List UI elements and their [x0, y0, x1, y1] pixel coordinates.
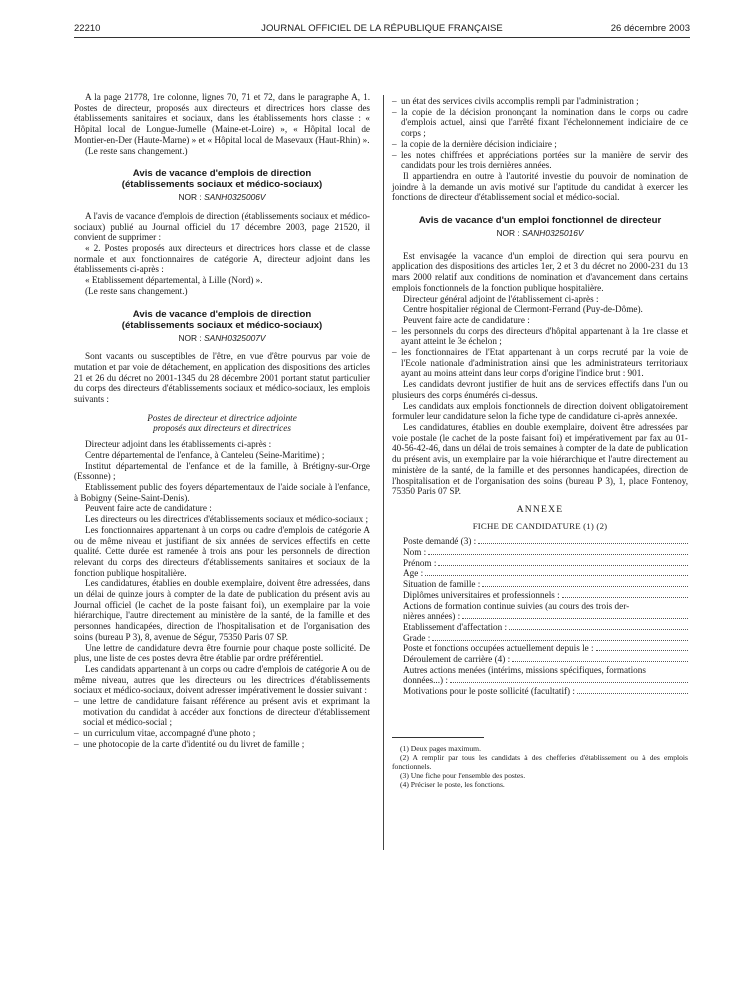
avis2-paragraph: Etablissement public des foyers départementaux de l'aide sociale à l'enfance, à Bobigny (Seine-Saint-Denis). [74, 481, 370, 503]
fiche-field-situation: Situation de famille : [392, 579, 688, 590]
left-column [74, 92, 370, 750]
list-item: – les personnels du corps des directeurs d'hôpital appartenant à la 1re classe et ayant atteint le 3e échelon ; [392, 326, 688, 347]
fiche-field-age: Age : [392, 568, 688, 579]
candidates-list [392, 326, 688, 380]
avis2-title: Avis de vacance d'emplois de direction (établissements sociaux et médico-sociaux) [121, 308, 323, 331]
fiche-field-grade: Grade : [392, 633, 688, 644]
fiche-field-autres: Autres actions menées (intérims, missions spécifiques, formations données...) : [392, 665, 688, 686]
footnote: (4) Préciser le poste, les fonctions. [400, 779, 505, 789]
fiche-field-prenom: Prénom : [392, 558, 688, 569]
fiche-field-actions: Actions de formation continue suivies (au cours des trois der- nières années) : [392, 601, 688, 622]
avis2-paragraph: Directeur adjoint dans les établissements ci-après : [85, 439, 272, 450]
footnote: (2) A remplir par tous les candidats à des chefferies d'établissement ou à des emplois fonctionnels. [392, 752, 688, 771]
intro-note: (Le reste sans changement.) [85, 145, 188, 156]
footnote: (3) Une fiche pour l'ensemble des postes. [400, 770, 526, 780]
list-item: – les notes chiffrées et appréciations portées sur la manière de servir des candidats pour les trois dernières années. [392, 150, 688, 171]
avis1-title: Avis de vacance d'emplois de direction (établissements sociaux et médico-sociaux) [121, 168, 323, 191]
fiche-field-poste: Poste demandé (3) : [392, 536, 688, 547]
page-number: 22210 [74, 23, 101, 34]
avis2-paragraph: Une lettre de candidature devra être fournie pour chaque poste sollicité. De plus, une liste de ces postes devra être établie par ordre préférentiel. [74, 642, 370, 664]
avis2-paragraph: Les candidatures, établies en double exemplaire, doivent être adressées, dans un délai de quinze jours à compter de la date de publication du présent avis au Journal officiel (le cachet de la poste faisant foi), un exemplaire par la voie hiérarchique, l'autre directement au ministère de la santé, de la famille et des personnes handicapées, direction de l'hospitalisation et de l'organisation des soins (bureau P 3), 8, avenue de Ségur, 75350 Paris 07 SP. [74, 578, 370, 642]
fiche-title: FICHE DE CANDIDATURE (1) (2) [472, 520, 608, 531]
list-item: – la copie de la dernière décision indiciaire ; [392, 139, 688, 150]
avis2-paragraph: Les directeurs ou les directrices d'établissements sociaux et médico-sociaux ; [85, 514, 369, 525]
list-item: – la copie de la décision prononçant la nomination dans le corps ou cadre d'emplois actuel, ainsi que l'arrêté fixant l'échelonnement indiciaire de ce corps ; [392, 107, 688, 139]
intro-paragraph: A la page 21778, 1re colonne, lignes 70, 71 et 72, dans le paragraphe A, 1. Postes de directeur, proposés aux directeurs et directrices hors classe des établissements sanitaires et sociaux, dans les établissements hors classe : « Hôpital local de Longue-Jumelle (Maine-et-Loire) », « Hôpital local de Montier-en-Der (Haute-Marne) » et « Hôpital local de Masevaux (Haut-Rhin) ». [74, 92, 370, 145]
avis3-paragraph: Directeur général adjoint de l'établissement ci-après : [403, 293, 599, 304]
avis3-nor: NOR : SANH0325016V [496, 228, 584, 239]
avis2-subhead: Postes de directeur et directrice adjointe proposés aux directeurs et directrices [147, 412, 297, 434]
list-item: – un état des services civils accomplis rempli par l'administration ; [392, 96, 688, 107]
fiche-field-etablissement: Etablissement d'affectation : [392, 622, 688, 633]
authority-paragraph: Il appartiendra en outre à l'autorité investie du pouvoir de nomination de joindre à la demande un avis motivé sur l'aptitude du candidat à exercer les fonctions de directeur d'établissement social et médico-social. [392, 170, 688, 203]
avis2-paragraph: Les candidats appartenant à un corps ou cadre d'emplois de catégorie A ou de même niveau, autres que les directeurs ou les directrices d'établissements sociaux et médico-sociaux, doivent adresser impérativement le dossier suivant : [74, 663, 370, 696]
avis2-paragraph: Centre départemental de l'enfance, à Canteleu (Seine-Maritime) ; [85, 449, 325, 460]
dossier-list [74, 696, 370, 750]
avis1-nor: NOR : SANH0325006V [178, 192, 266, 203]
issue-date: 26 décembre 2003 [610, 23, 690, 34]
avis3-paragraph: Les candidatures, établies en double exemplaire, doivent être adressées par voie postale (le cachet de la poste faisant foi) et impérativement par fax au 01-40-56-42-46, dans un délai de trois semaines à compter de la date de publication du présent avis, un exemplaire par la voie hiérarchique et l'autre directement au ministère de la santé, de la famille et des personnes handicapées, direction de l'hospitalisation et de l'organisation des soins (bureau P 3), 1, place Fontenoy, 75350 Paris 07 SP. [392, 421, 688, 497]
column-divider [383, 95, 384, 850]
avis2-nor: NOR : SANH0325007V [178, 332, 266, 343]
avis2-paragraph: Institut départemental de l'enfance et de la famille, à Brétigny-sur-Orge (Essonne) ; [74, 460, 370, 482]
fiche-field-deroulement: Déroulement de carrière (4) : [392, 654, 688, 665]
avis1-paragraph: « 2. Postes proposés aux directeurs et directrices hors classe et de classe normale et aux fonctionnaires de catégorie A, directeur adjoint dans les établissements ci-après : [74, 243, 370, 275]
list-item: – une lettre de candidature faisant référence au présent avis et exprimant la motivation du candidat à accéder aux fonctions de directeur d'établissement social et médico-social ; [74, 696, 370, 728]
fiche-field-nom: Nom : [392, 547, 688, 558]
avis2-paragraph: Sont vacants ou susceptibles de l'être, en vue d'être pourvus par voie de mutation et par voie de détachement, en application des dispositions des articles 21 et 26 du décret no 2001-1345 du 28 décembre 2001 portant statut particulier du corps des directeurs d'établissements sociaux et médico-sociaux, les emplois suivants : [74, 351, 370, 405]
avis3-title: Avis de vacance d'un emploi fonctionnel de directeur [418, 215, 662, 227]
avis1-note: (Le reste sans changement.) [85, 285, 188, 296]
list-item: – un curriculum vitae, accompagné d'une photo ; [74, 728, 370, 739]
list-item: – les fonctionnaires de l'Etat appartenant à un corps recruté par la voie de l'Ecole nationale d'administration ainsi que les administrateurs territoriaux ayant au moins atteint dans leur corps d'origine l'indice brut : 901. [392, 347, 688, 379]
header-rule [74, 37, 690, 38]
avis1-paragraph: A l'avis de vacance d'emplois de direction (établissements sociaux et médico-sociaux) publié au Journal officiel du 17 décembre 2003, page 21520, il convient de supprimer : [74, 210, 370, 243]
list-item: – une photocopie de la carte d'identité ou du livret de famille ; [74, 739, 370, 750]
fiche-field-motivations: Motivations pour le poste sollicité (facultatif) : [392, 686, 688, 697]
fiche-field-poste-fonctions: Poste et fonctions occupées actuellement depuis le : [392, 643, 688, 654]
avis1-paragraph: « Etablissement départemental, à Lille (Nord) ». [85, 275, 263, 286]
avis3-paragraph: Est envisagée la vacance d'un emploi de direction qui sera pourvu en application des dispositions des articles 1er, 2 et 3 du décret no 2000-231 du 13 mars 2000 relatif aux conditions de nomination et d'avancement dans certains emplois fonctionnels de la fonction publique hospitalière. [392, 250, 688, 293]
avis2-paragraph: Les fonctionnaires appartenant à un corps ou cadre d'emplois de catégorie A ou de même niveau et justifiant de six années de services effectifs en cette qualité. Cette durée est ramenée à trois ans pour les personnels de direction relevant du corps des directeurs d'établissements sanitaires et sociaux de la fonction publique hospitalière. [74, 524, 370, 578]
fiche-field-diplomes: Diplômes universitaires et professionnels : [392, 590, 688, 601]
avis3-paragraph: Les candidats aux emplois fonctionnels de direction doivent obligatoirement formuler leur candidature selon la fiche type de candidature ci-après annexée. [392, 400, 688, 422]
avis3-paragraph: Peuvent faire acte de candidature : [403, 314, 530, 325]
page-header [74, 21, 690, 37]
avis3-paragraph: Les candidats devront justifier de huit ans de services effectifs dans l'un ou plusieurs des corps énumérés ci-dessus. [392, 379, 688, 400]
annexe-title: ANNEXE [516, 503, 564, 515]
avis2-paragraph: Peuvent faire acte de candidature : [85, 503, 212, 514]
footnote: (1) Deux pages maximum. [400, 743, 481, 753]
dossier-list-continued [392, 96, 688, 171]
journal-title: JOURNAL OFFICIEL DE LA RÉPUBLIQUE FRANÇAISE [261, 23, 503, 34]
right-column [392, 96, 688, 789]
avis3-paragraph: Centre hospitalier régional de Clermont-Ferrand (Puy-de-Dôme). [403, 304, 643, 315]
